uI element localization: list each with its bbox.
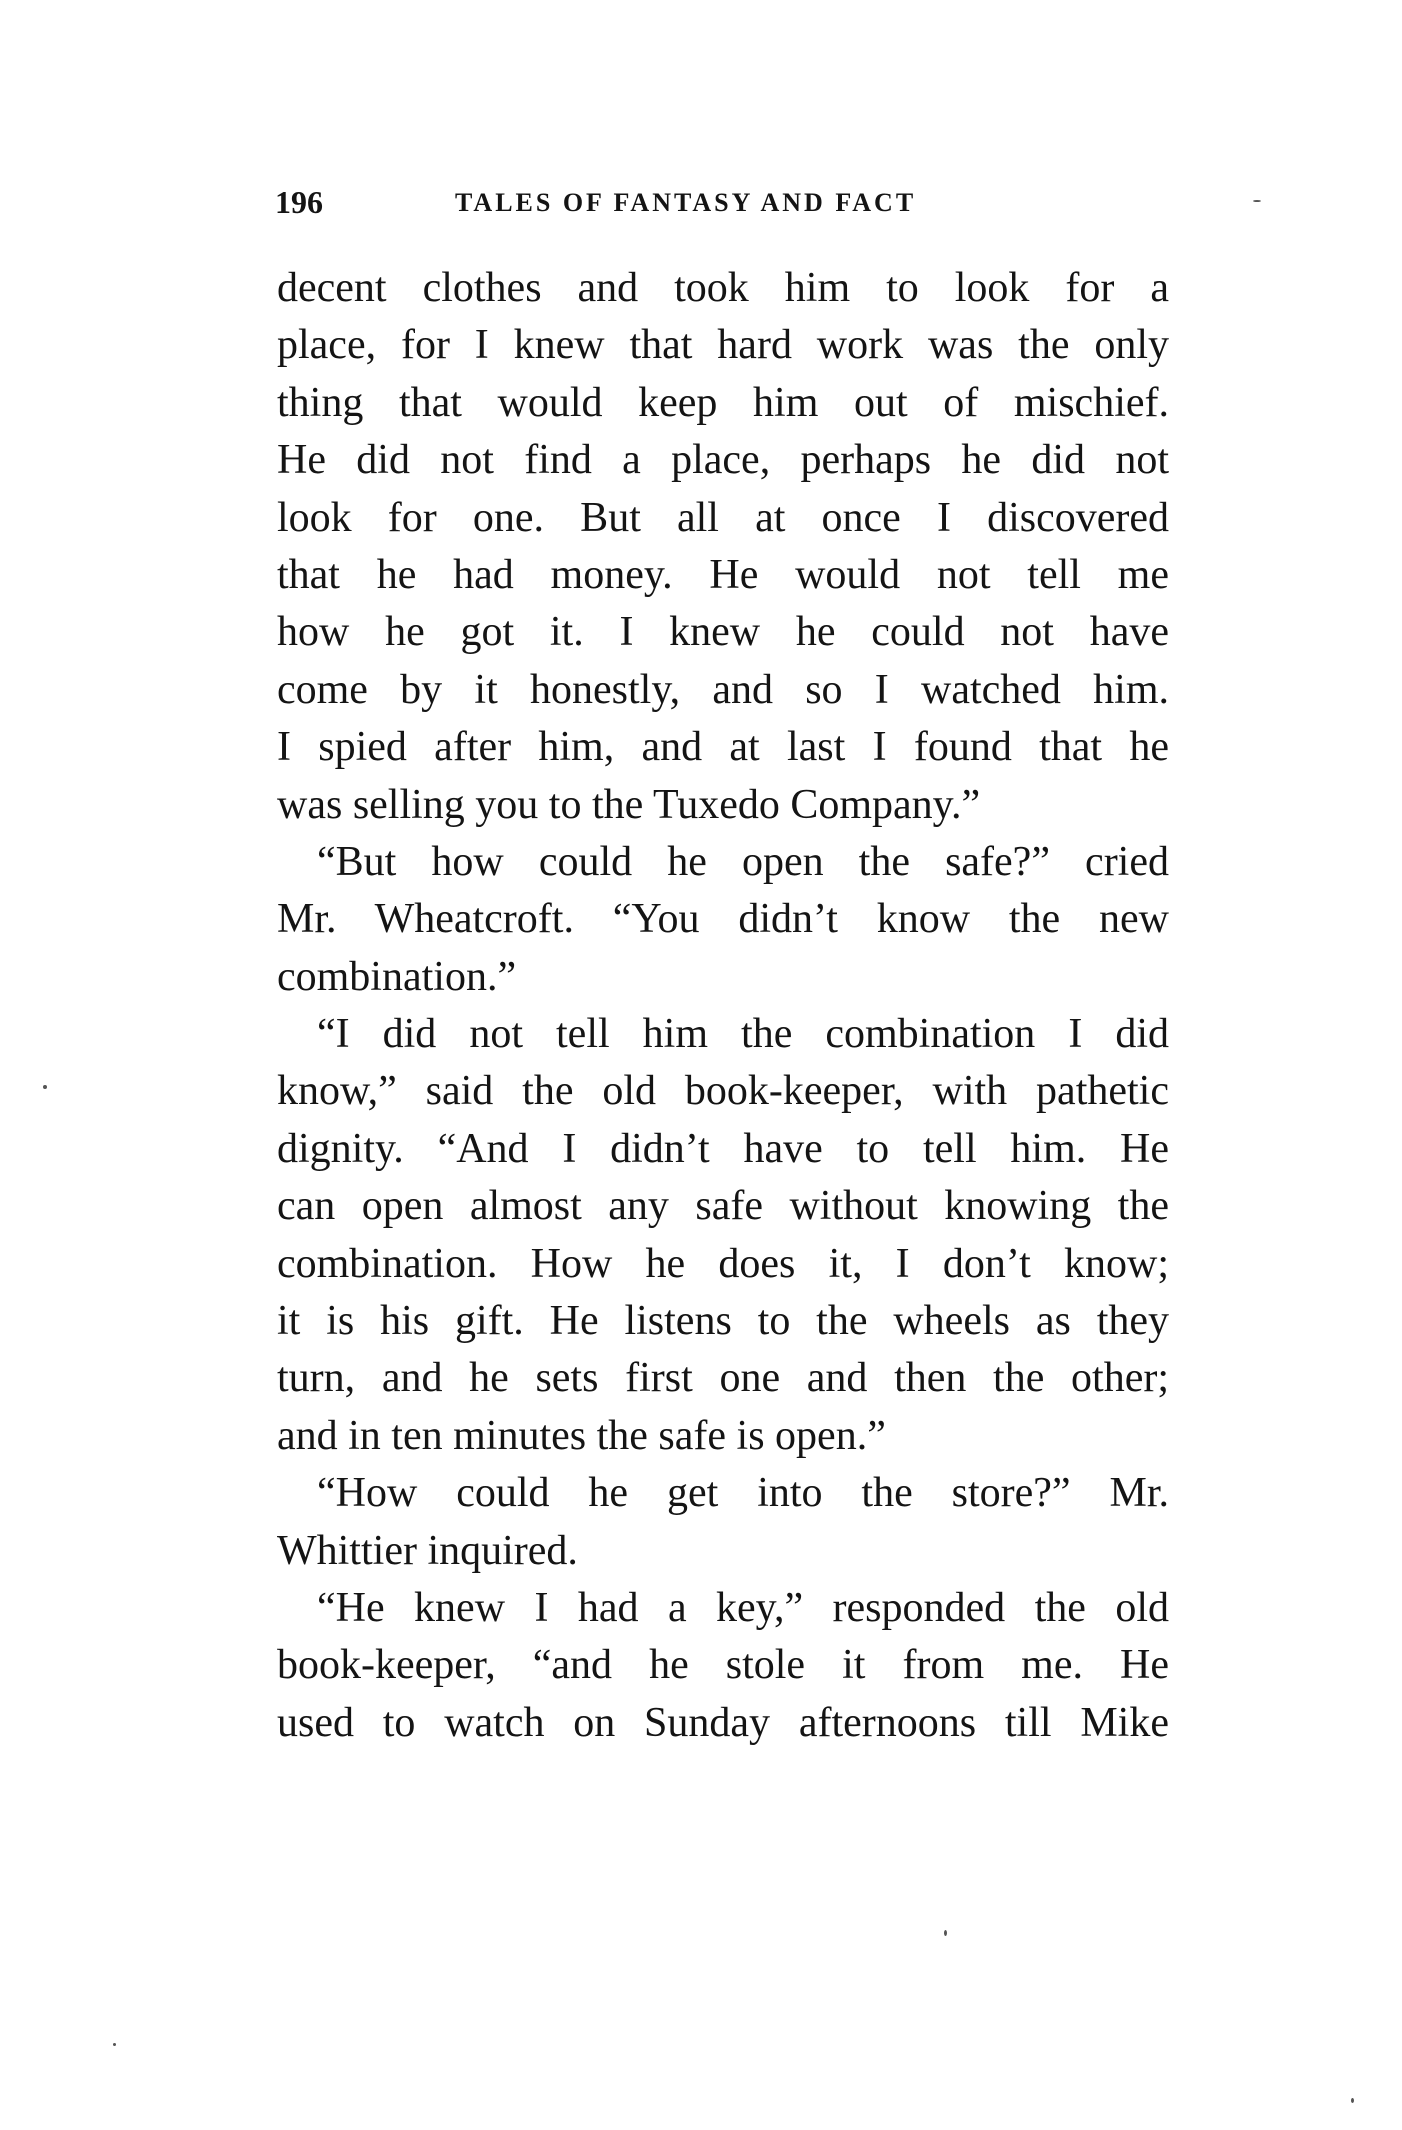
text-line: “He knew I had a key,” responded the old [317,1584,1169,1631]
text-line: I spied after him, and at last I found that he [277,724,1169,771]
running-title: TALES OF FANTASY AND FACT [455,188,917,217]
scan-speck [1253,200,1261,202]
scan-speck [1351,2098,1354,2103]
text-line: was selling you to the Tuxedo Company.” [277,781,981,828]
text-line: it is his gift. He listens to the wheels as they [277,1298,1169,1345]
text-line: know,” said the old book-keeper, with pathetic [277,1068,1169,1115]
text-line: “I did not tell him the combination I did [317,1011,1169,1058]
text-line: place, for I knew that hard work was the only [277,322,1169,369]
page-header [275,184,1275,230]
text-line: “But how could he open the safe?” cried [317,838,1169,885]
text-line: used to watch on Sunday afternoons till Mike [277,1699,1169,1746]
text-line: He did not find a place, perhaps he did not [277,437,1169,484]
scan-speck [43,1085,47,1089]
text-line: “How could he get into the store?” Mr. [317,1470,1169,1517]
text-line: decent clothes and took him to look for a [277,265,1169,311]
text-line: combination.” [277,953,517,1000]
page-number: 196 [275,184,323,220]
text-line: look for one. But all at once I discovered [277,494,1169,541]
text-line: can open almost any safe without knowing the [277,1183,1169,1230]
body-text [277,260,1169,1752]
text-line: Mr. Wheatcroft. “You didn’t know the new [277,896,1169,943]
text-line: thing that would keep him out of mischief. [277,379,1169,426]
scan-speck [944,1930,947,1936]
text-line: that he had money. He would not tell me [277,551,1169,598]
text-line: book-keeper, “and he stole it from me. He [277,1642,1169,1689]
text-line: come by it honestly, and so I watched him. [277,666,1169,713]
text-line: and in ten minutes the safe is open.” [277,1412,886,1459]
text-line: Whittier inquired. [277,1527,578,1574]
text-line: how he got it. I knew he could not have [277,609,1169,656]
text-line: turn, and he sets first one and then the other; [277,1355,1169,1402]
text-line: dignity. “And I didn’t have to tell him. He [277,1125,1169,1172]
text-line: combination. How he does it, I don’t know; [277,1240,1169,1287]
scan-speck [113,2043,116,2046]
